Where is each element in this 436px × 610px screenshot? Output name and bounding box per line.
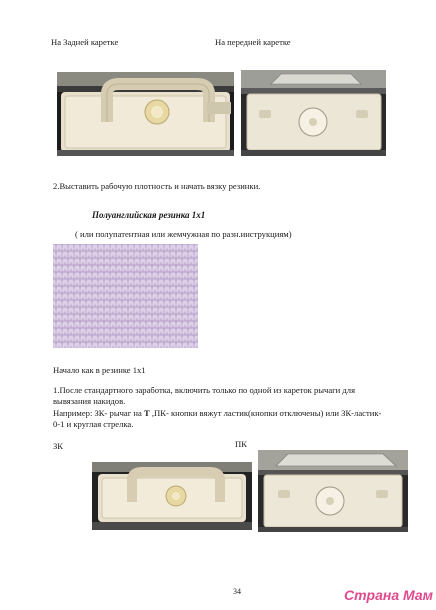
back-carriage-photo — [57, 72, 234, 156]
back-carriage-photo-bottom — [92, 462, 252, 530]
example-prefix: Например: ЗК- рычаг на — [53, 408, 144, 418]
step-1-text: 1.После стандартного заработка, включить только по одной из кареток рычаги для вывязания накидов. — [53, 385, 356, 406]
caption-back-carriage: На Задней каретке — [51, 37, 119, 47]
knit-fabric-sample — [53, 244, 198, 348]
front-carriage-photo-bottom — [258, 450, 408, 532]
example-rest: ,ПК- кнопки вяжут ластик(кнопки отключены) или ЗК-ластик- 0-1 и круглая стрелка. — [53, 408, 382, 429]
example-text — [53, 408, 383, 430]
section-title: Полуанглийская резинка 1х1 — [92, 210, 206, 220]
label-zk: ЗК — [53, 441, 64, 451]
page-number: 34 — [233, 587, 241, 596]
watermark-logo: Страна Мам — [344, 587, 434, 603]
label-pk: ПК — [235, 439, 247, 449]
start-note: Начало как в резинке 1х1 — [53, 365, 146, 375]
front-carriage-photo — [241, 70, 386, 156]
section-subtitle: ( или полупатентная или жемчужная по разн.инструкциям) — [75, 229, 292, 239]
example-bold: Т — [143, 408, 150, 418]
caption-front-carriage: На передней каретке — [215, 37, 291, 47]
step-2-text: 2.Выставить рабочую плотность и начать вязку резинки. — [53, 181, 261, 191]
